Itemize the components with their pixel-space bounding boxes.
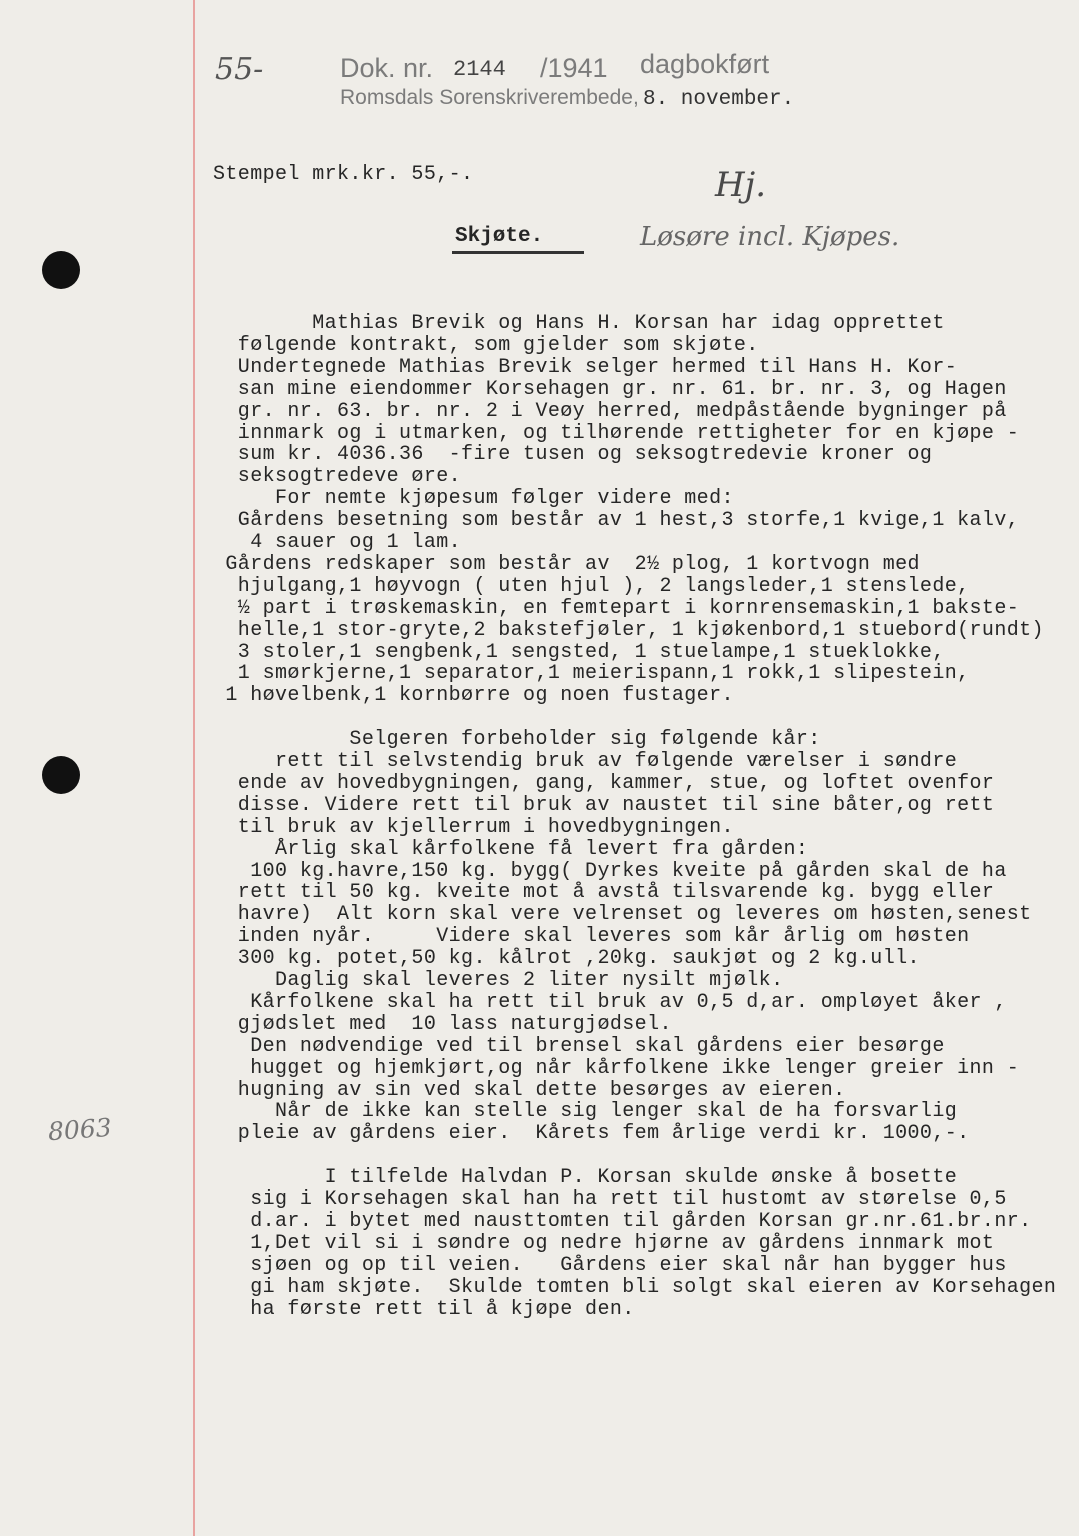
body-line: 100 kg.havre,150 kg. bygg( Dyrkes kveite på gården skal de ha: [213, 859, 1007, 883]
body-line: 300 kg. potet,50 kg. kålrot ,20kg. saukjøt og 2 kg.ull.: [213, 947, 920, 971]
body-line: Den nødvendige ved til brensel skal gårdens eier besørge: [213, 1034, 945, 1058]
doc-status: dagbokført: [640, 49, 770, 79]
body-line: ende av hovedbygningen, gang, kammer, stue, og loftet ovenfor: [213, 771, 995, 795]
title-underline: [452, 251, 584, 254]
doc-date: 8. november.: [643, 88, 795, 111]
body-line: Gårdens besetning som består av 1 hest,3 storfe,1 kvige,1 kalv,: [213, 509, 1020, 533]
body-line: sig i Korsehagen skal han ha rett til hustomt av størelse 0,5: [213, 1188, 1007, 1211]
body-line: rett til 50 kg. kveite mot å avstå tilsvarende kg. bygg eller: [213, 881, 995, 905]
doc-year: /1941: [540, 53, 608, 83]
body-line: Undertegnede Mathias Brevik selger hermed til Hans H. Kor-: [213, 355, 958, 379]
office-name: Romsdals Sorenskriverembede,: [340, 86, 639, 109]
body-line: innmark og i utmarken, og tilhørende rettigheter for en kjøpe -: [213, 421, 1020, 445]
body-line: gi ham skjøte. Skulde tomten bli solgt skal eieren av Korsehagen: [213, 1275, 1057, 1299]
body-line: 1,Det vil si i søndre og nedre hjørne av gårdens innmark mot: [213, 1231, 995, 1255]
body-line: Gårdens redskaper som består av 2½ plog, 1 kortvogn med: [213, 552, 920, 576]
body-line: helle,1 stor-gryte,2 bakstefjøler, 1 kjøkenbord,1 stuebord(rundt): [213, 618, 1044, 642]
body-line: inden nyår. Videre skal leveres som kår årlig om høsten: [213, 925, 970, 949]
body-line: 3 stoler,1 sengbenk,1 sengsted, 1 stuelampe,1 stueklokke,: [213, 640, 945, 664]
body-line: havre) Alt korn skal vere velrenset og leveres om høsten,senest: [213, 903, 1032, 927]
body-line: seksogtredeve øre.: [213, 465, 462, 489]
body-line: hugning av sin ved skal dette besørges av eieren.: [213, 1078, 846, 1102]
body-line: I tilfelde Halvdan P. Korsan skulde ønske å bosette: [213, 1166, 958, 1190]
body-line: gr. nr. 63. br. nr. 2 i Veøy herred, medpåstående bygninger på: [213, 399, 1007, 423]
doc-label: Dok. nr.: [340, 53, 434, 83]
body-line: hjulgang,1 høyvogn ( uten hjul ), 2 langsleder,1 stenslede,: [213, 574, 970, 598]
margin-rule: [193, 0, 195, 1536]
body-line: Kårfolkene skal ha rett til bruk av 0,5 d,ar. ompløyet åker ,: [213, 990, 1007, 1014]
body-line: For nemte kjøpesum følger videre med:: [213, 487, 734, 511]
body-line: sum kr. 4036.36 -fire tusen og seksogtredevie kroner og: [213, 443, 933, 467]
margin-note: 8063: [47, 1112, 113, 1147]
doc-number: 2144: [453, 57, 506, 82]
body-line: Årlig skal kårfolkene få levert fra gården:: [213, 837, 809, 861]
body-line: følgende kontrakt, som gjelder som skjøte.: [213, 333, 759, 357]
body-line: pleie av gårdens eier. Kårets fem årlige verdi kr. 1000,-.: [213, 1122, 970, 1146]
body-line: disse. Videre rett til bruk av naustet til sine båter,og rett: [213, 793, 995, 817]
body-line: Når de ikke kan stelle sig lenger skal de ha forsvarlig: [213, 1100, 958, 1124]
body-line: 1 smørkjerne,1 separator,1 meierispann,1 rokk,1 slipestein,: [213, 662, 970, 686]
body-line: 1 høvelbenk,1 kornbørre og noen fustager.: [213, 684, 734, 708]
body-line: Daglig skal leveres 2 liter nysilt mjølk.: [213, 969, 784, 992]
body-line: d.ar. i bytet med nausttomten til gården Korsan gr.nr.61.br.nr.: [213, 1209, 1032, 1233]
body-line: Selgeren forbeholder sig følgende kår:: [213, 728, 821, 752]
body-line: gjødslet med 10 lass naturgjødsel.: [213, 1012, 672, 1036]
body-line: hugget og hjemkjørt,og når kårfolkene ikke lenger greier inn -: [213, 1056, 1020, 1080]
body-line: 4 sauer og 1 lam.: [213, 531, 462, 554]
initials: Hj.: [715, 165, 766, 205]
stamp-duty-line: Stempel mrk.kr. 55,-.: [213, 163, 474, 186]
punch-hole: [42, 251, 80, 289]
body-line: san mine eiendommer Korsehagen gr. nr. 61. br. nr. 3, og Hagen: [213, 377, 1007, 401]
body-line: ha første rett til å kjøpe den.: [213, 1297, 635, 1321]
punch-hole: [42, 756, 80, 794]
page-title: Skjøte.: [455, 225, 544, 248]
body-line: til bruk av kjellerrum i hovedbygningen.: [213, 815, 734, 839]
body-line: rett til selvstendig bruk av følgende værelser i søndre: [213, 750, 958, 773]
page-number: 55-: [215, 52, 264, 87]
title-note: Løsøre incl. Kjøpes.: [640, 222, 900, 252]
body-line: ½ part i trøskemaskin, en femtepart i kornrensemaskin,1 bakste-: [213, 596, 1020, 620]
body-line: Mathias Brevik og Hans H. Korsan har idag opprettet: [213, 312, 945, 335]
body-line: sjøen og op til veien. Gårdens eier skal når han bygger hus: [213, 1253, 1007, 1277]
